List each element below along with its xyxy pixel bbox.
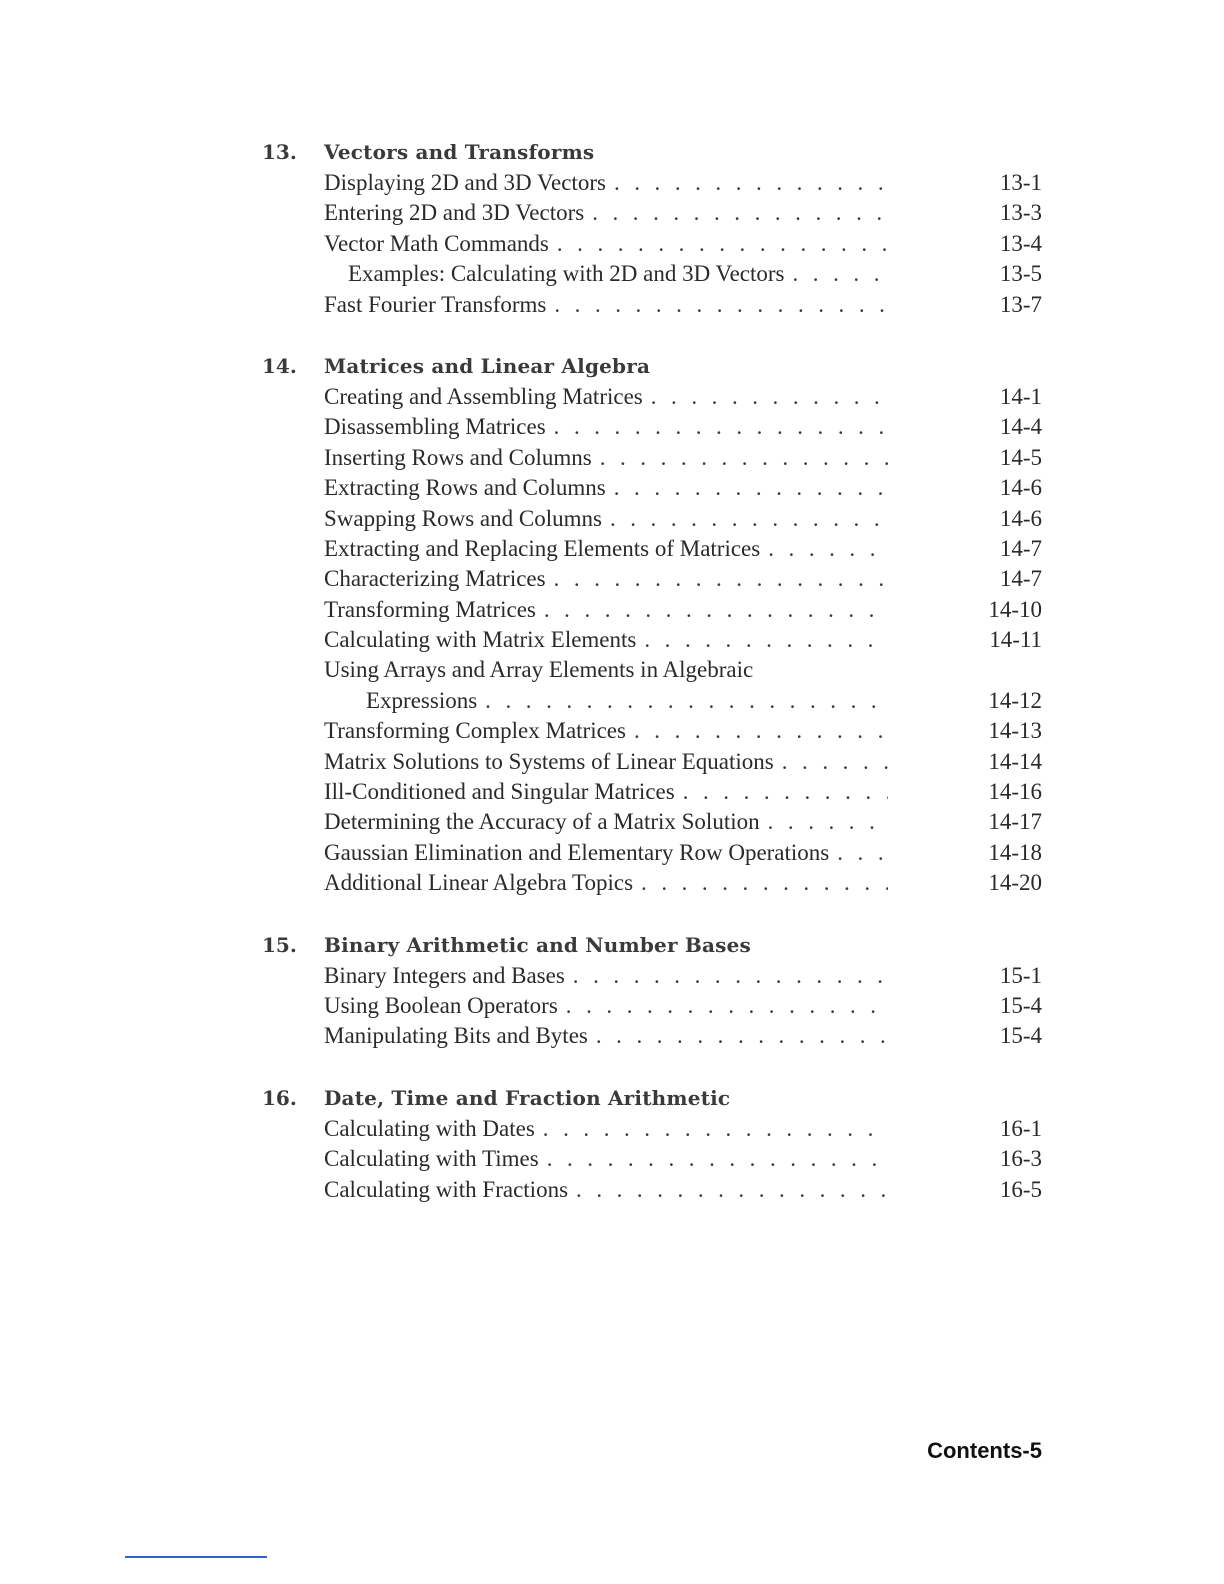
toc-entry-page-number: 14-7: [999, 566, 1042, 592]
toc-entry[interactable]: [262, 198, 1052, 228]
toc-chapter: [262, 350, 1052, 899]
toc-entry[interactable]: [262, 716, 1052, 746]
toc-entry-title-wrap: [262, 290, 888, 320]
toc-entry-title-wrap: [262, 868, 888, 898]
toc-entry-title-wrap: [262, 1114, 888, 1144]
toc-entry-title: Determining the Accuracy of a Matrix Solution: [324, 809, 760, 835]
toc-entry-title: Ill-Conditioned and Singular Matrices: [324, 779, 675, 805]
toc-entry[interactable]: [262, 382, 1052, 412]
toc-entry-title-wrap: [262, 443, 888, 473]
chapter-title: Binary Arithmetic and Number Bases: [324, 932, 751, 957]
toc-entry-page-number: 14-17: [988, 809, 1042, 835]
dot-leader: [568, 1175, 888, 1205]
toc-entry-title-wrap: [262, 1021, 888, 1051]
toc-entry-page-number: 14-13: [988, 718, 1042, 744]
toc-entry-title-wrap: [262, 595, 888, 625]
toc-entry-title: Swapping Rows and Columns: [324, 505, 602, 531]
toc-entry[interactable]: [262, 777, 1052, 807]
toc-entry-page-number: 16-1: [999, 1115, 1042, 1141]
table-of-contents: [262, 136, 1052, 1235]
toc-entry-title: Calculating with Matrix Elements: [324, 627, 637, 653]
toc-entry-title: Inserting Rows and Columns: [324, 444, 592, 470]
dot-leader: [633, 868, 888, 898]
toc-entry[interactable]: [262, 655, 1052, 685]
toc-entry-title: Calculating with Times: [324, 1146, 539, 1172]
dot-leader: [760, 534, 888, 564]
dot-leader: [606, 473, 888, 503]
toc-entry-title: Gaussian Elimination and Elementary Row Operations: [324, 839, 830, 865]
toc-entry-title-wrap: [262, 1144, 888, 1174]
toc-entry-title: Displaying 2D and 3D Vectors: [324, 170, 606, 195]
toc-entry[interactable]: [262, 1021, 1052, 1051]
toc-entry-title-wrap: [262, 534, 888, 564]
toc-entry-page-number: 13-1: [999, 170, 1042, 195]
chapter-title: Vectors and Transforms: [324, 140, 595, 164]
chapter-title: Date, Time and Fraction Arithmetic: [324, 1085, 731, 1110]
toc-entry[interactable]: [262, 595, 1052, 625]
chapter-number: 15.: [262, 932, 297, 957]
dot-leader: [675, 777, 888, 807]
dot-leader: [774, 747, 888, 777]
toc-entry-title-wrap: [262, 198, 888, 228]
chapter-number: 16.: [262, 1085, 297, 1110]
toc-entry-title: Additional Linear Algebra Topics: [324, 870, 634, 896]
toc-entry-title: Transforming Matrices: [324, 596, 536, 622]
dot-leader: [539, 1144, 888, 1174]
toc-entry-title: Using Boolean Operators: [324, 992, 558, 1018]
dot-leader: [536, 595, 888, 625]
toc-entry[interactable]: [262, 838, 1052, 868]
toc-entry-page-number: 14-4: [999, 414, 1042, 440]
toc-entry-page-number: 15-1: [999, 962, 1042, 988]
dot-leader: [606, 168, 888, 198]
toc-entry[interactable]: [262, 473, 1052, 503]
toc-entry-title-wrap: [262, 655, 962, 685]
toc-entry-title-wrap: [262, 961, 888, 991]
toc-entry-page-number: 13-5: [999, 261, 1042, 287]
toc-entry[interactable]: [262, 564, 1052, 594]
toc-entry-page-number: 14-16: [988, 779, 1042, 805]
page-footer-label: Contents-5: [927, 1438, 1042, 1463]
chapter-number: 13.: [262, 140, 297, 164]
toc-entry-title-wrap: [262, 259, 888, 289]
toc-entry[interactable]: [262, 686, 1052, 716]
toc-entry-page-number: 14-20: [988, 870, 1042, 896]
dot-leader: [546, 564, 888, 594]
dot-leader: [643, 382, 888, 412]
chapter-heading[interactable]: [262, 136, 1052, 168]
toc-entry-title-wrap: [262, 564, 888, 594]
scan-artifact-line: [125, 1556, 267, 1558]
toc-entry-title: Matrix Solutions to Systems of Linear Equations: [324, 748, 774, 774]
toc-entry-title: Calculating with Dates: [324, 1115, 535, 1141]
toc-entry-page-number: 14-10: [988, 596, 1042, 622]
toc-entry-title-wrap: [262, 1175, 888, 1205]
toc-entry-title: Fast Fourier Transforms: [324, 291, 547, 317]
toc-entry-title: Using Arrays and Array Elements in Algebraic: [324, 657, 754, 683]
toc-entry-page-number: 13-3: [999, 200, 1042, 226]
toc-entry-title-wrap: [262, 382, 888, 412]
toc-entry-title-wrap: [262, 838, 888, 868]
dot-leader: [584, 198, 888, 228]
toc-chapter: [262, 929, 1052, 1052]
toc-entry[interactable]: [262, 868, 1052, 898]
toc-entry-title-wrap: [262, 625, 888, 655]
toc-entry-title: Characterizing Matrices: [324, 566, 546, 592]
toc-entry-page-number: 14-7: [999, 535, 1042, 561]
toc-entry-title: Entering 2D and 3D Vectors: [324, 200, 585, 226]
dot-leader: [546, 412, 888, 442]
toc-entry-page-number: 15-4: [999, 992, 1042, 1018]
dot-leader: [760, 807, 888, 837]
toc-entry-title: Binary Integers and Bases: [324, 962, 565, 988]
toc-entry-title: Manipulating Bits and Bytes: [324, 1023, 588, 1049]
toc-entry[interactable]: [262, 290, 1052, 320]
toc-entry-title-wrap: [262, 686, 888, 716]
toc-entry[interactable]: [262, 229, 1052, 259]
toc-entry-title: Calculating with Fractions: [324, 1176, 569, 1202]
toc-entry-page-number: 13-7: [999, 291, 1042, 317]
toc-entry-title: Disassembling Matrices: [324, 414, 546, 440]
toc-entry-title: Extracting Rows and Columns: [324, 475, 606, 501]
dot-leader: [592, 443, 888, 473]
toc-entry[interactable]: [262, 504, 1052, 534]
toc-entry[interactable]: [262, 747, 1052, 777]
toc-entry-page-number: 14-12: [988, 687, 1042, 713]
dot-leader: [785, 259, 889, 289]
toc-entry-title-wrap: [262, 991, 888, 1021]
toc-entry[interactable]: [262, 534, 1052, 564]
chapter-heading[interactable]: [262, 929, 1052, 961]
toc-entry[interactable]: [262, 443, 1052, 473]
toc-entry-page-number: 15-4: [999, 1023, 1042, 1049]
toc-entry[interactable]: [262, 168, 1052, 198]
toc-entry-title-wrap: [262, 168, 888, 198]
toc-entry-page-number: 14-6: [999, 475, 1042, 501]
toc-entry[interactable]: [262, 625, 1052, 655]
toc-entry-title: Extracting and Replacing Elements of Matrices: [324, 535, 761, 561]
toc-entry-page-number: 14-14: [988, 748, 1042, 774]
toc-entry-page-number: 14-11: [989, 627, 1042, 653]
toc-entry-title-wrap: [262, 716, 888, 746]
toc-entry[interactable]: [262, 1144, 1052, 1174]
toc-entry-title-wrap: [262, 504, 888, 534]
toc-entry-page-number: 14-1: [999, 383, 1042, 409]
dot-leader: [602, 504, 888, 534]
dot-leader: [546, 290, 888, 320]
toc-chapter: [262, 136, 1052, 320]
dot-leader: [477, 686, 888, 716]
dot-leader: [626, 716, 888, 746]
chapter-number: 14.: [262, 353, 297, 378]
toc-entry[interactable]: [262, 961, 1052, 991]
dot-leader: [558, 991, 888, 1021]
dot-leader: [565, 961, 888, 991]
toc-entry-title-wrap: [262, 777, 888, 807]
toc-entry-title: Examples: Calculating with 2D and 3D Vectors: [348, 261, 785, 287]
toc-entry-page-number: 16-5: [999, 1176, 1042, 1202]
toc-entry-page-number: 13-4: [999, 230, 1042, 256]
toc-entry-title-wrap: [262, 747, 888, 777]
toc-entry-title: Vector Math Commands: [324, 230, 549, 256]
chapter-heading[interactable]: [262, 1082, 1052, 1114]
toc-entry-page-number: 14-6: [999, 505, 1042, 531]
toc-entry-title-wrap: [262, 229, 888, 259]
toc-entry[interactable]: [262, 807, 1052, 837]
toc-entry-page-number: 14-18: [988, 839, 1042, 865]
dot-leader: [549, 229, 888, 259]
toc-entry-title-wrap: [262, 412, 888, 442]
toc-entry[interactable]: [262, 1114, 1052, 1144]
toc-entry-title-wrap: [262, 473, 888, 503]
toc-entry-title-wrap: [262, 807, 888, 837]
dot-leader: [829, 838, 888, 868]
toc-entry-title: Creating and Assembling Matrices: [324, 383, 643, 409]
toc-entry[interactable]: [262, 259, 1052, 289]
toc-entry[interactable]: [262, 412, 1052, 442]
toc-entry[interactable]: [262, 991, 1052, 1021]
toc-chapter: [262, 1082, 1052, 1205]
toc-entry-page-number: 14-5: [999, 444, 1042, 470]
toc-entry-page-number: 16-3: [999, 1146, 1042, 1172]
toc-entry-title: Transforming Complex Matrices: [324, 718, 626, 744]
toc-entry[interactable]: [262, 1175, 1052, 1205]
chapter-title: Matrices and Linear Algebra: [324, 353, 651, 378]
dot-leader: [588, 1021, 888, 1051]
chapter-heading[interactable]: [262, 350, 1052, 382]
toc-entry-title: Expressions: [366, 687, 478, 713]
dot-leader: [535, 1114, 888, 1144]
dot-leader: [636, 625, 888, 655]
